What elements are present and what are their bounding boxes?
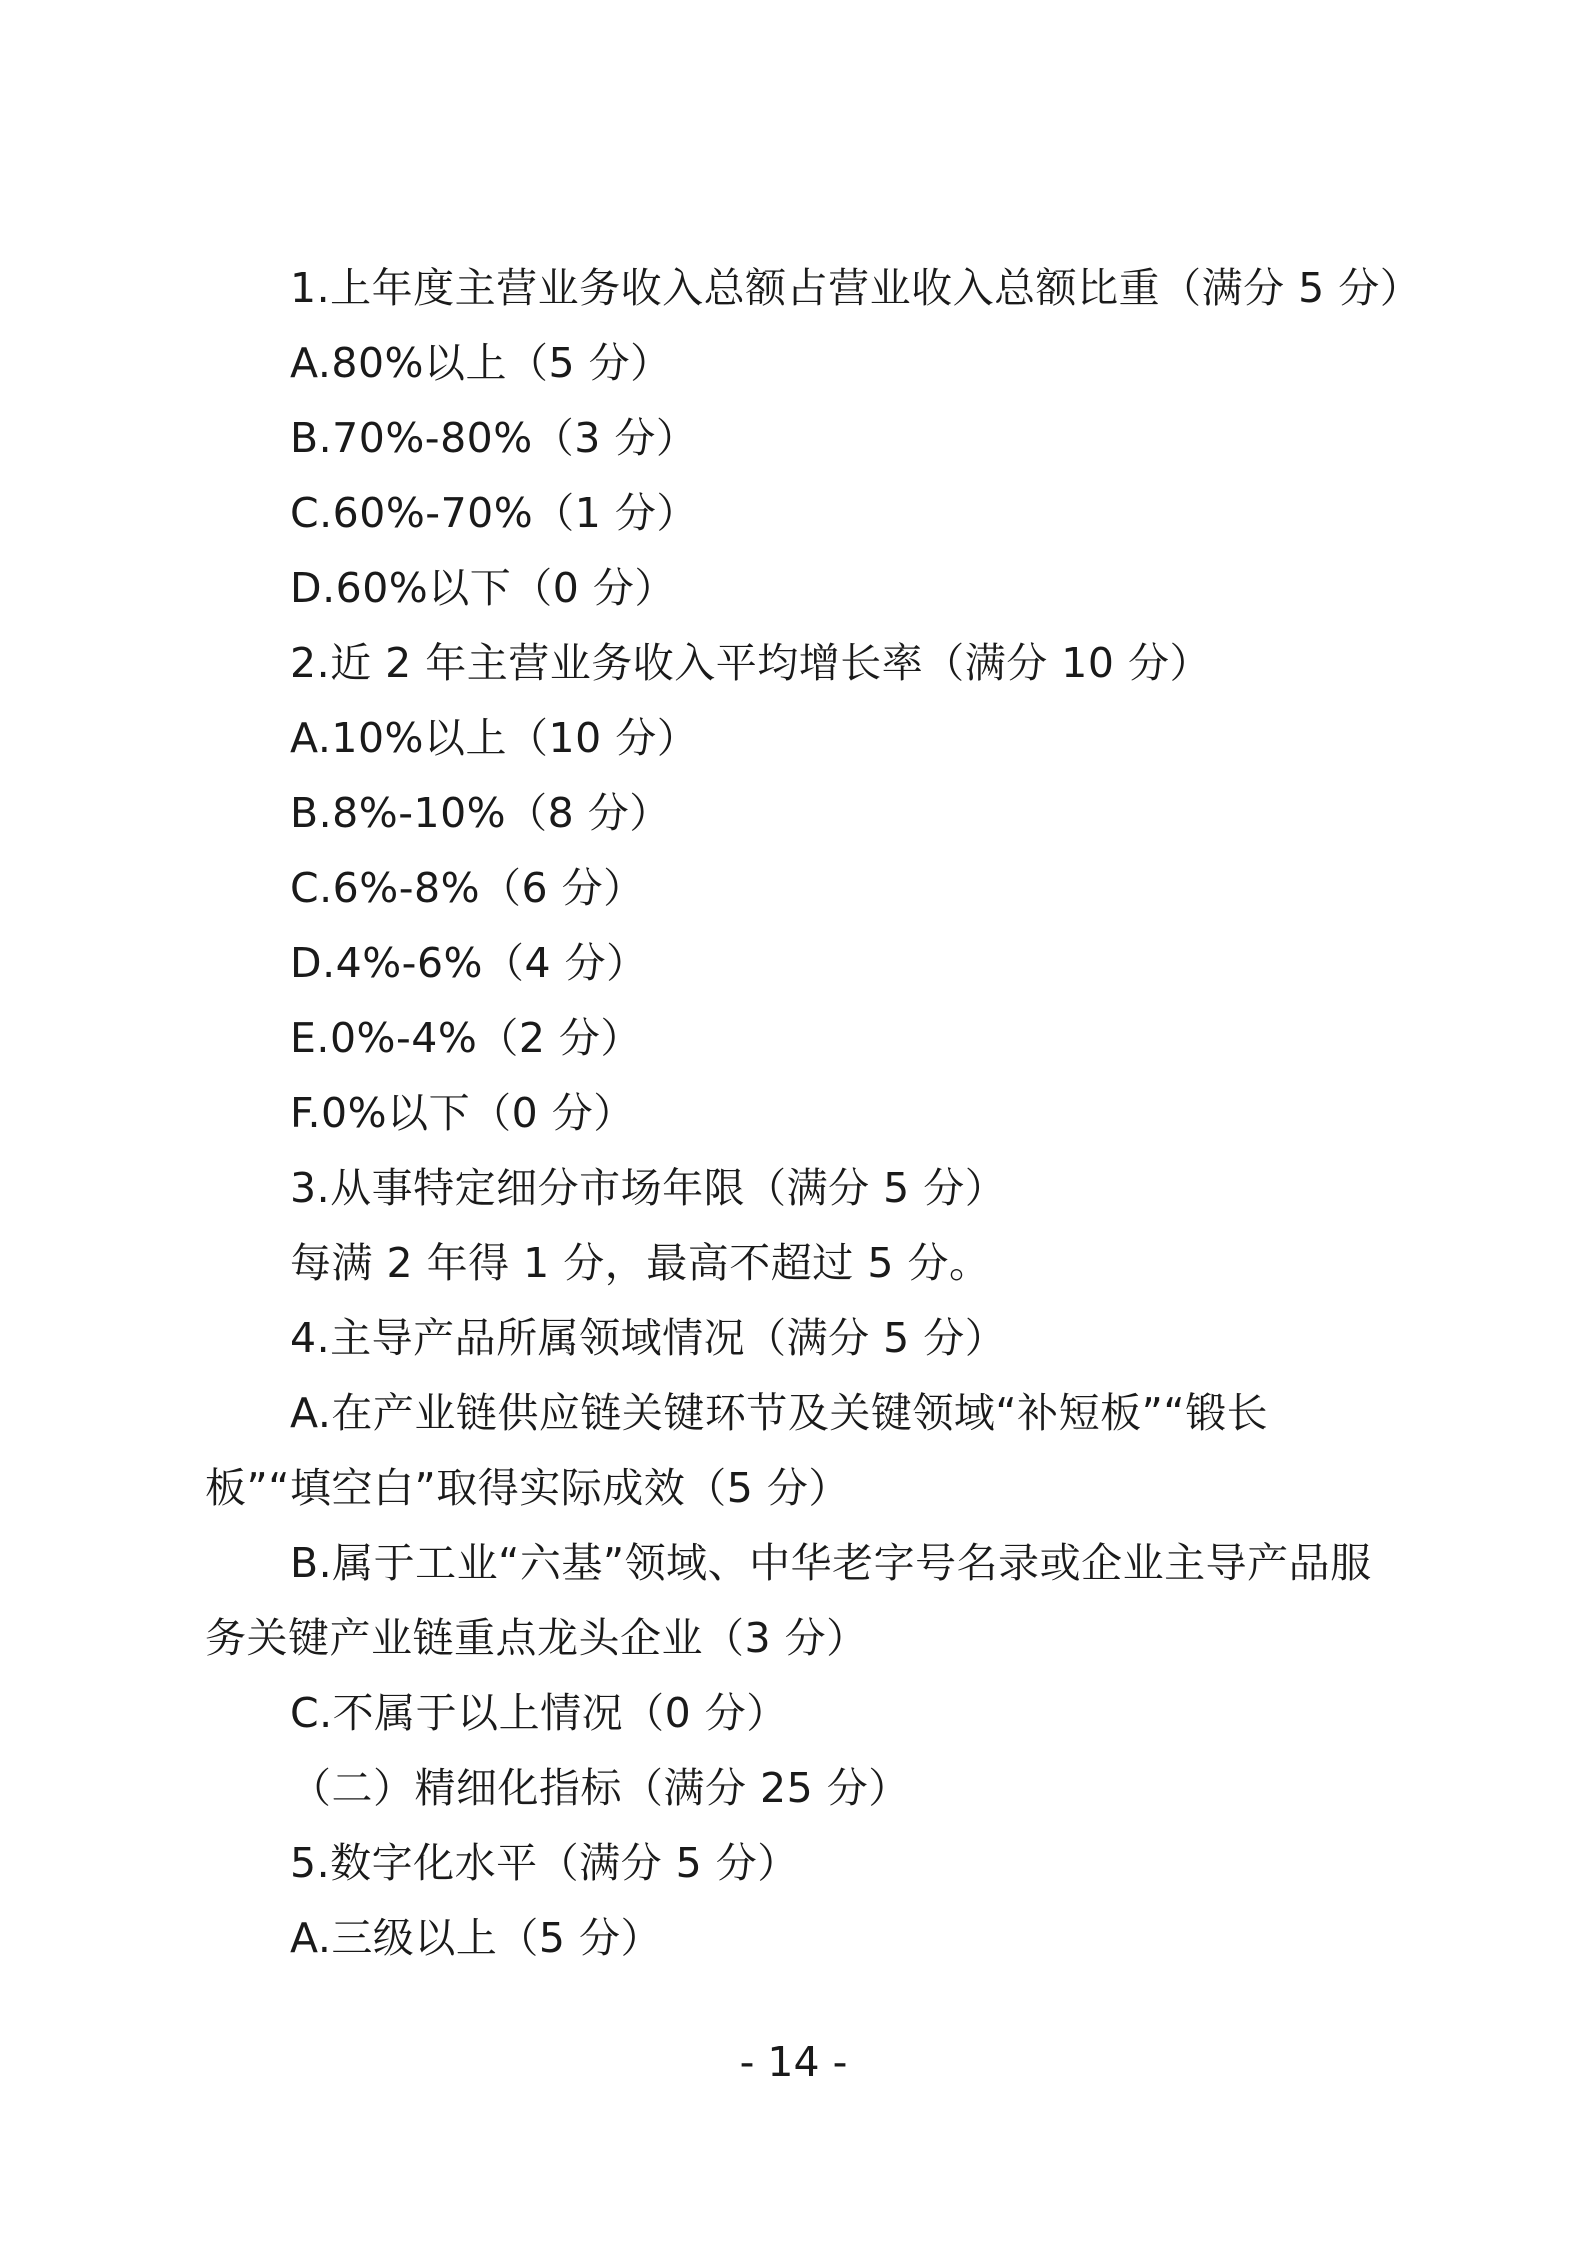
- item-4-option-b-line1: B.属于工业“六基”领域、中华老字号名录或企业主导产品服: [290, 1539, 1372, 1587]
- item-2-option-a: A.10%以上（10 分）: [290, 714, 699, 762]
- item-4-option-c: C.不属于以上情况（0 分）: [290, 1689, 788, 1737]
- item-3-rule: 每满 2 年得 1 分，最高不超过 5 分。: [290, 1239, 991, 1287]
- item-4-heading: 4.主导产品所属领域情况（满分 5 分）: [290, 1314, 1007, 1362]
- item-2-heading: 2.近 2 年主营业务收入平均增长率（满分 10 分）: [290, 639, 1212, 687]
- item-2-option-d: D.4%-6%（4 分）: [290, 939, 648, 987]
- item-2-option-e: E.0%-4%（2 分）: [290, 1014, 642, 1062]
- item-1-option-c: C.60%-70%（1 分）: [290, 489, 698, 537]
- item-1-heading: 1.上年度主营业务收入总额占营业收入总额比重（满分 5 分）: [290, 264, 1422, 312]
- page-number: - 14 -: [739, 2038, 848, 2086]
- item-2-option-c: C.6%-8%（6 分）: [290, 864, 645, 912]
- item-4-option-a-line1: A.在产业链供应链关键环节及关键领域“补短板”“锻长: [290, 1389, 1269, 1437]
- item-1-option-d: D.60%以下（0 分）: [290, 564, 676, 612]
- item-3-heading: 3.从事特定细分市场年限（满分 5 分）: [290, 1164, 1007, 1212]
- item-1-option-a: A.80%以上（5 分）: [290, 339, 672, 387]
- item-2-option-b: B.8%-10%（8 分）: [290, 789, 671, 837]
- item-5-option-a: A.三级以上（5 分）: [290, 1914, 662, 1962]
- item-2-option-f: F.0%以下（0 分）: [290, 1089, 635, 1137]
- item-1-option-b: B.70%-80%（3 分）: [290, 414, 698, 462]
- item-4-option-a-line2: 板”“填空白”取得实际成效（5 分）: [205, 1464, 850, 1512]
- section-2-heading: （二）精细化指标（满分 25 分）: [290, 1764, 910, 1812]
- item-5-heading: 5.数字化水平（满分 5 分）: [290, 1839, 799, 1887]
- item-4-option-b-line2: 务关键产业链重点龙头企业（3 分）: [205, 1614, 868, 1662]
